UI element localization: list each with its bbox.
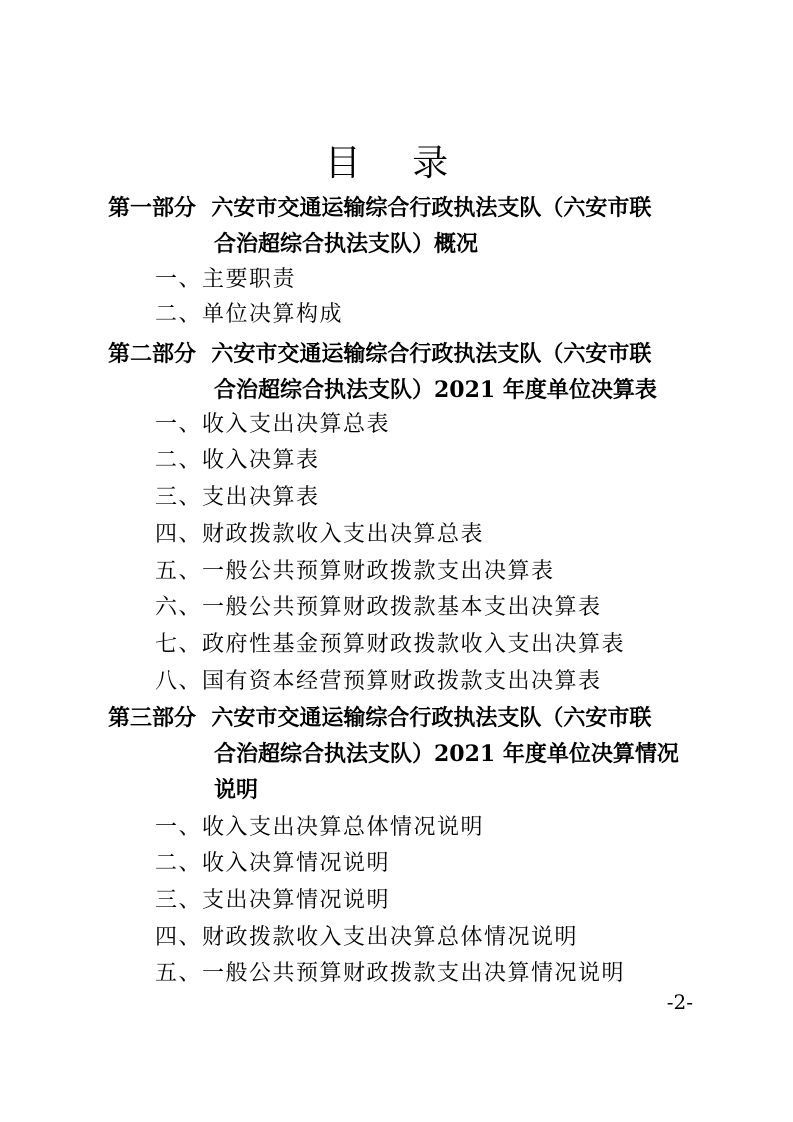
- part-one-heading: [108, 190, 708, 262]
- toc-item: 四、财政拨款收入支出决算总表: [155, 522, 485, 547]
- toc-item: 六、一般公共预算财政拨款基本支出决算表: [155, 595, 602, 620]
- toc-item: 二、单位决算构成: [155, 302, 344, 327]
- toc-item: 一、主要职责: [155, 267, 297, 292]
- part-one-title-line2: 合治超综合执法支队）概况: [214, 231, 479, 257]
- toc-item: 三、支出决算表: [155, 485, 320, 510]
- toc-item: 一、收入支出决算总表: [155, 412, 391, 437]
- part-three-label: 第三部分: [108, 705, 197, 731]
- toc-item: 七、政府性基金预算财政拨款收入支出决算表: [155, 632, 626, 657]
- part-three-title-line2: 合治超综合执法支队）2021 年度单位决算情况: [214, 741, 679, 767]
- part-two-heading: [108, 336, 708, 408]
- part-two-title-line2: 合治超综合执法支队）2021 年度单位决算表: [214, 377, 657, 403]
- part-one-title-line1: 六安市交通运输综合行政执法支队（六安市联: [211, 195, 652, 221]
- part-two-title-line1: 六安市交通运输综合行政执法支队（六安市联: [211, 341, 652, 367]
- part-three-title-line1: 六安市交通运输综合行政执法支队（六安市联: [211, 705, 652, 731]
- toc-item: 五、一般公共预算财政拨款支出决算情况说明: [155, 961, 626, 986]
- part-three-heading: [108, 700, 708, 808]
- part-two-label: 第二部分: [108, 341, 197, 367]
- toc-item: 四、财政拨款收入支出决算总体情况说明: [155, 925, 579, 950]
- part-one-label: 第一部分: [108, 195, 197, 221]
- page-number: -2-: [666, 990, 693, 1014]
- toc-item: 二、收入决算情况说明: [155, 851, 391, 876]
- toc-item: 三、支出决算情况说明: [155, 888, 391, 913]
- part-three-title-line3: 说明: [214, 777, 259, 803]
- toc-item: 八、国有资本经营预算财政拨款支出决算表: [155, 669, 602, 694]
- toc-title: 目 录: [324, 143, 469, 184]
- toc-item: 一、收入支出决算总体情况说明: [155, 815, 485, 840]
- toc-item: 二、收入决算表: [155, 448, 320, 473]
- toc-item: 五、一般公共预算财政拨款支出决算表: [155, 559, 555, 584]
